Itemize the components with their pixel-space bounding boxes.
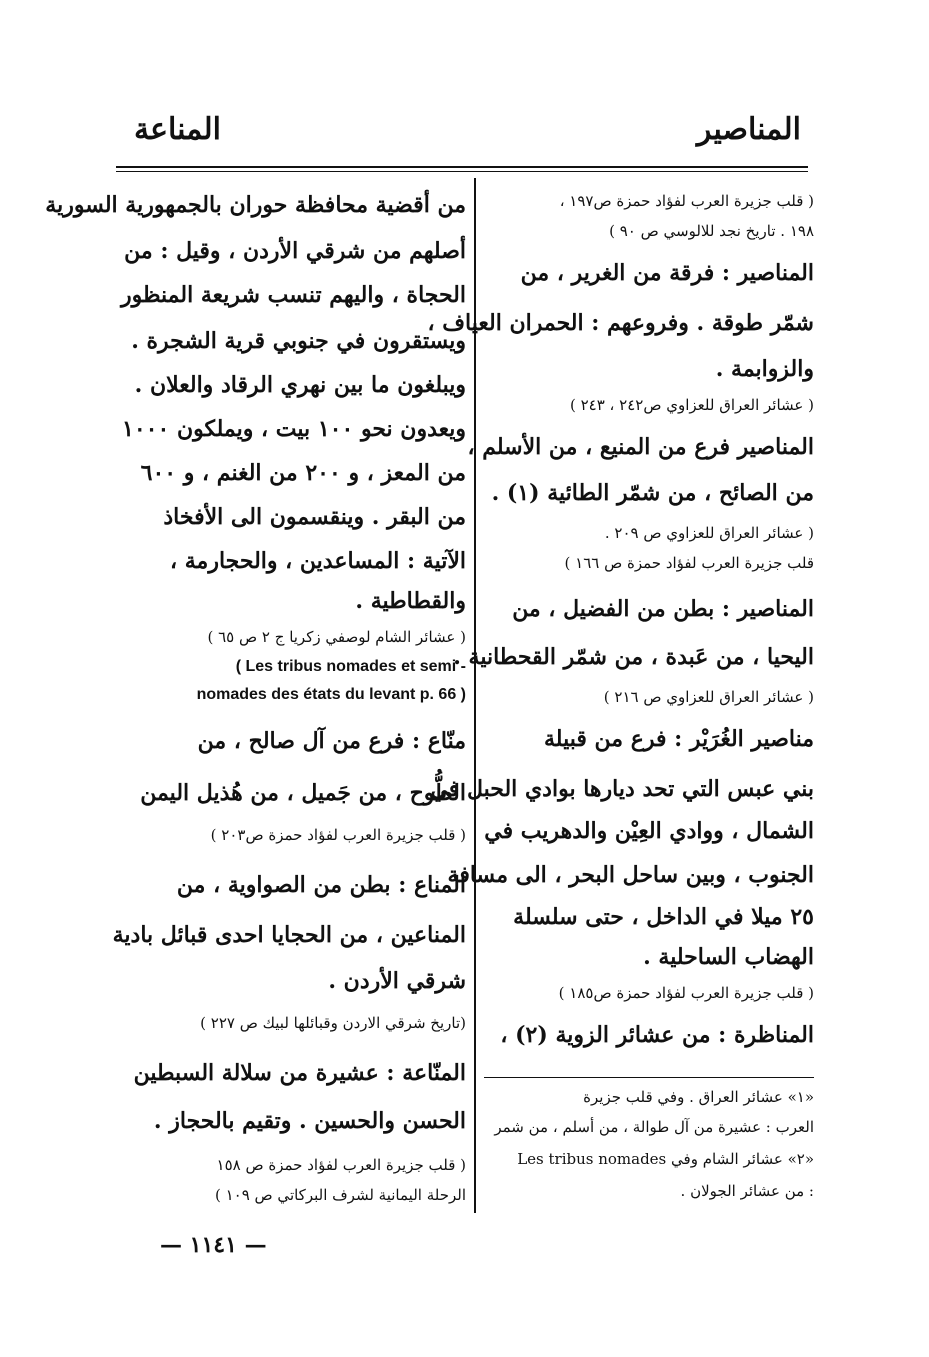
text-line: الحسن والحسين . وتقيم بالحجاز . (153, 1108, 466, 1134)
text-line: ( عشائر العراق للعزاوي ص ٢٠٩ . (604, 524, 814, 542)
text-line: منّاع : فرع من آل صالح ، من (197, 728, 466, 754)
text-line: الطُّوح ، من جَميل ، من هُذيل اليمن (140, 780, 466, 806)
text-line: المنّاعة : عشيرة من سلالة السبطين (133, 1060, 466, 1086)
footnote-rule (484, 1077, 814, 1078)
text-line: ويستقرون في جنوبي قرية الشجرة . (131, 328, 466, 354)
text-line: من البقر . وينقسمون الى الأفخاذ (163, 504, 466, 530)
text-line: ( قلب جزيرة العرب لفؤاد حمزة ص١٨٥ ) (558, 984, 814, 1002)
text-line: الشمال ، ووادي العِيْن والدهريب في (484, 818, 814, 844)
text-line: المناع : بطن من الصواوية ، من (176, 872, 466, 898)
text-line: المناصير : فرقة من الغرير ، من (520, 260, 814, 286)
text-line: المناصير : بطن من الفضيل ، من (512, 596, 814, 622)
text-line: ويبلغون ما بين نهري الرقاد والعلان . (134, 372, 466, 398)
text-line: اليحيا ، من عَبدة ، من شمّر القحطانية . (453, 644, 814, 670)
text-line: المناعين ، من الحجايا احدى قبائل بادية (112, 922, 466, 948)
header-rule-thin (116, 171, 808, 172)
text-line: ( عشائر العراق للعزاوي ص٢٤٢ ، ٢٤٣ ) (569, 396, 814, 414)
text-line: ويعدون نحو ١٠٠ بيت ، ويملكون ١٠٠٠ (122, 416, 466, 442)
header-right-title: المناصير (696, 112, 801, 147)
header-left-title: المناعة (134, 112, 221, 147)
text-line: الجنوب ، وبين ساحل البحر ، الى مسافة (447, 862, 814, 888)
footnote-line: «٢» عشائر الشام وفي Les tribus nomades (517, 1150, 814, 1168)
footnote-line: : من عشائر الجولان . (680, 1182, 814, 1200)
text-line: بني عبس التي تحد ديارها بوادي الحبل في (430, 776, 814, 802)
text-line: ٢٥ ميلا في الداخل ، حتى سلسلة (513, 904, 814, 930)
text-line: ( Les tribus nomades et semi - (235, 658, 466, 675)
text-line: من المعز ، و ٢٠٠ من الغنم ، و ٦٠٠ (140, 460, 466, 486)
text-line: ( عشائر الشام لوصفي زكريا ج ٢ ص ٦٥ ) (207, 628, 466, 646)
text-line: ( قلب جزيرة العرب لفؤاد حمزة ص ١٥٨ (216, 1156, 466, 1174)
text-line: الآتية : المساعدين ، والحجارمة ، (170, 548, 466, 574)
text-line: nomades des états du levant p. 66 ) (196, 686, 466, 703)
text-line: مناصير الغُرَيْر : فرع من قبيلة (543, 726, 814, 752)
text-line: قلب جزيرة العرب لفؤاد حمزة ص ١٦٦ ) (564, 554, 814, 572)
text-line: ١٩٨ . تاريخ نجد للالوسي ص ٩٠ ) (609, 222, 814, 240)
text-line: المناظرة : من عشائر الزوية (٢) ، (500, 1022, 814, 1048)
text-line: المناصير فرع من المنيع ، من الأسلم ، (467, 434, 814, 460)
text-line: شرقي الأردن . (328, 968, 466, 994)
text-line: ( قلب جزيرة العرب لفؤاد حمزة ص١٩٧ ، (559, 192, 814, 210)
text-line: شمّر طوقة . وفروعهم : الحمران العياف ، (427, 310, 814, 336)
footnote-line: العرب : عشيرة من آل طوالة ، من أسلم ، من شمر (494, 1118, 814, 1136)
text-line: الهضاب الساحلية . (643, 944, 814, 970)
text-line: الرحلة اليمانية لشرف البركاتي ص ١٠٩ ) (214, 1186, 466, 1204)
text-line: (تاريخ شرقي الاردن وقبائلها لبيك ص ٢٢٧ ) (200, 1014, 466, 1032)
text-line: ( عشائر العراق للعزاوي ص ٢١٦ ) (603, 688, 814, 706)
text-line: أصلهم من شرقي الأردن ، وقيل : من (124, 238, 466, 264)
text-line: من أقضية محافظة حوران بالجمهورية السورية (45, 192, 466, 218)
text-line: والزوابمة . (715, 356, 814, 382)
page-number: — ١١٤١ — (160, 1232, 267, 1258)
header-rule (116, 166, 808, 168)
text-line: ( قلب جزيرة العرب لفؤاد حمزة ص٢٠٣ ) (210, 826, 466, 844)
text-line: والقطاطية . (355, 588, 466, 614)
text-line: الحجاة ، واليهم تنسب شريعة المنظور (120, 282, 466, 308)
text-line: من الصائح ، من شمّر الطائية (١) . (491, 480, 814, 506)
footnote-line: «١» عشائر العراق . وفي قلب جزيرة (583, 1088, 814, 1106)
